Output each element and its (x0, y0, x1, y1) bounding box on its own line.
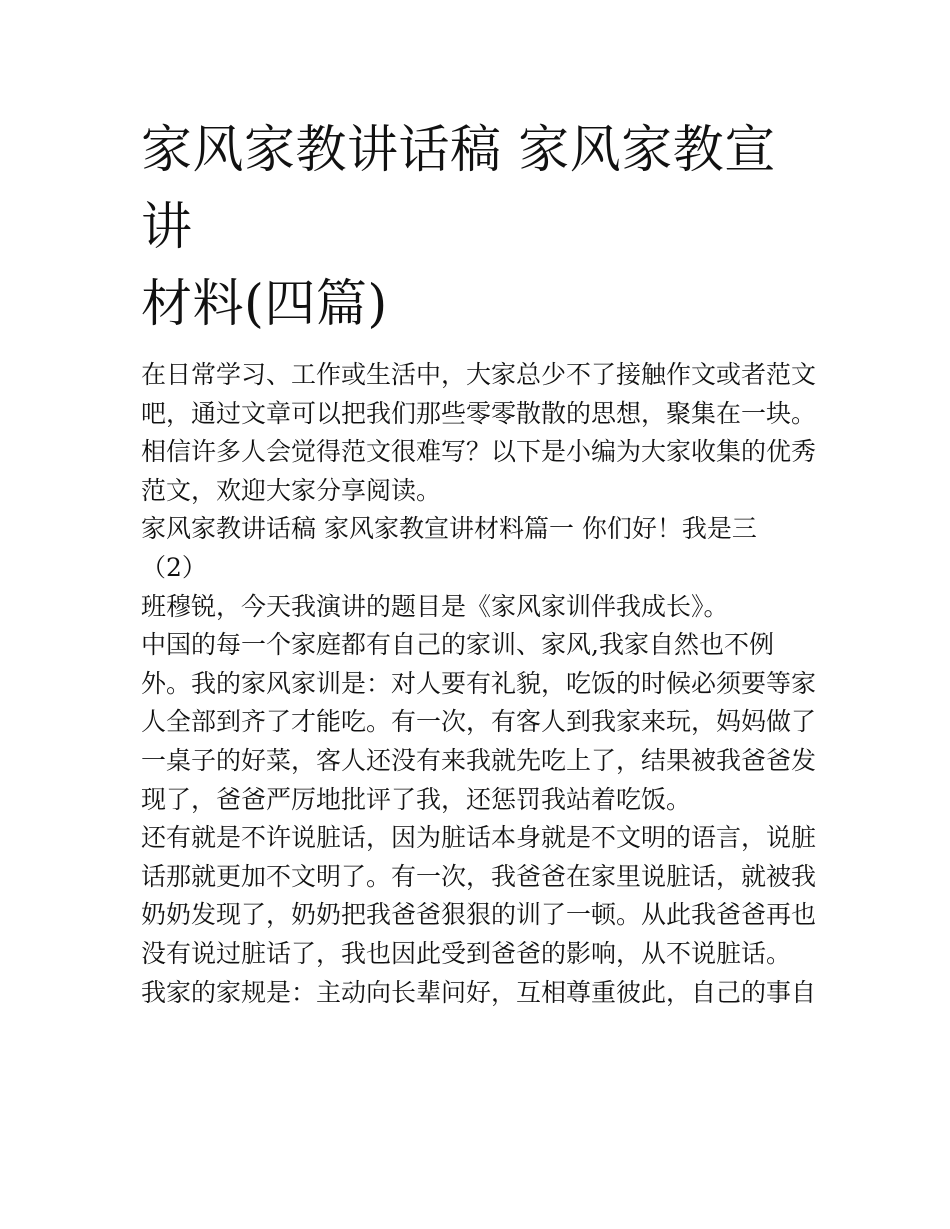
paragraph-intro: 在日常学习、工作或生活中，大家总少不了接触作文或者范文 吧，通过文章可以把我们那些零零散散的思想，聚集在一块。 相信许多人会觉得范文很难写？以下是小编为大家收集的优秀 范文，欢迎大家分享阅读。 (141, 360, 817, 505)
paragraph-family-rules: 我家的家规是：主动向长辈问好，互相尊重彼此，自己的事自 (141, 977, 817, 1007)
document-title: 家风家教讲话稿 家风家教宣讲 材料(四篇) (141, 121, 776, 334)
paragraph-family-motto: 中国的每一个家庭都有自己的家训、家风,我家自然也不例 外。我的家风家训是：对人要有礼貌，吃饭的时候必须要等家 人全部到齐了才能吃。有一次，有客人到我家来玩，妈妈做了 一桌子的好菜，客人还没有来我就先吃上了，结果被我爸爸发 现了，爸爸严厉地批评了我，还惩罚我站着吃饭。 (141, 630, 817, 814)
paragraph-greeting: 家风家教讲话稿 家风家教宣讲材料篇一 你们好！我是三（2） 班穆锐，今天我演讲的题目是《家风家训伴我成长》。 (141, 514, 757, 621)
document-body (141, 112, 821, 1012)
paragraph-no-swearing: 还有就是不许说脏话，因为脏话本身就是不文明的语言，说脏 话那就更加不文明了。有一次，我爸爸在家里说脏话，就被我 奶奶发现了，奶奶把我爸爸狠狠的训了一顿。从此我爸爸再也 没有说过脏话了，我也因此受到爸爸的影响，从不说脏话。 (141, 823, 817, 968)
